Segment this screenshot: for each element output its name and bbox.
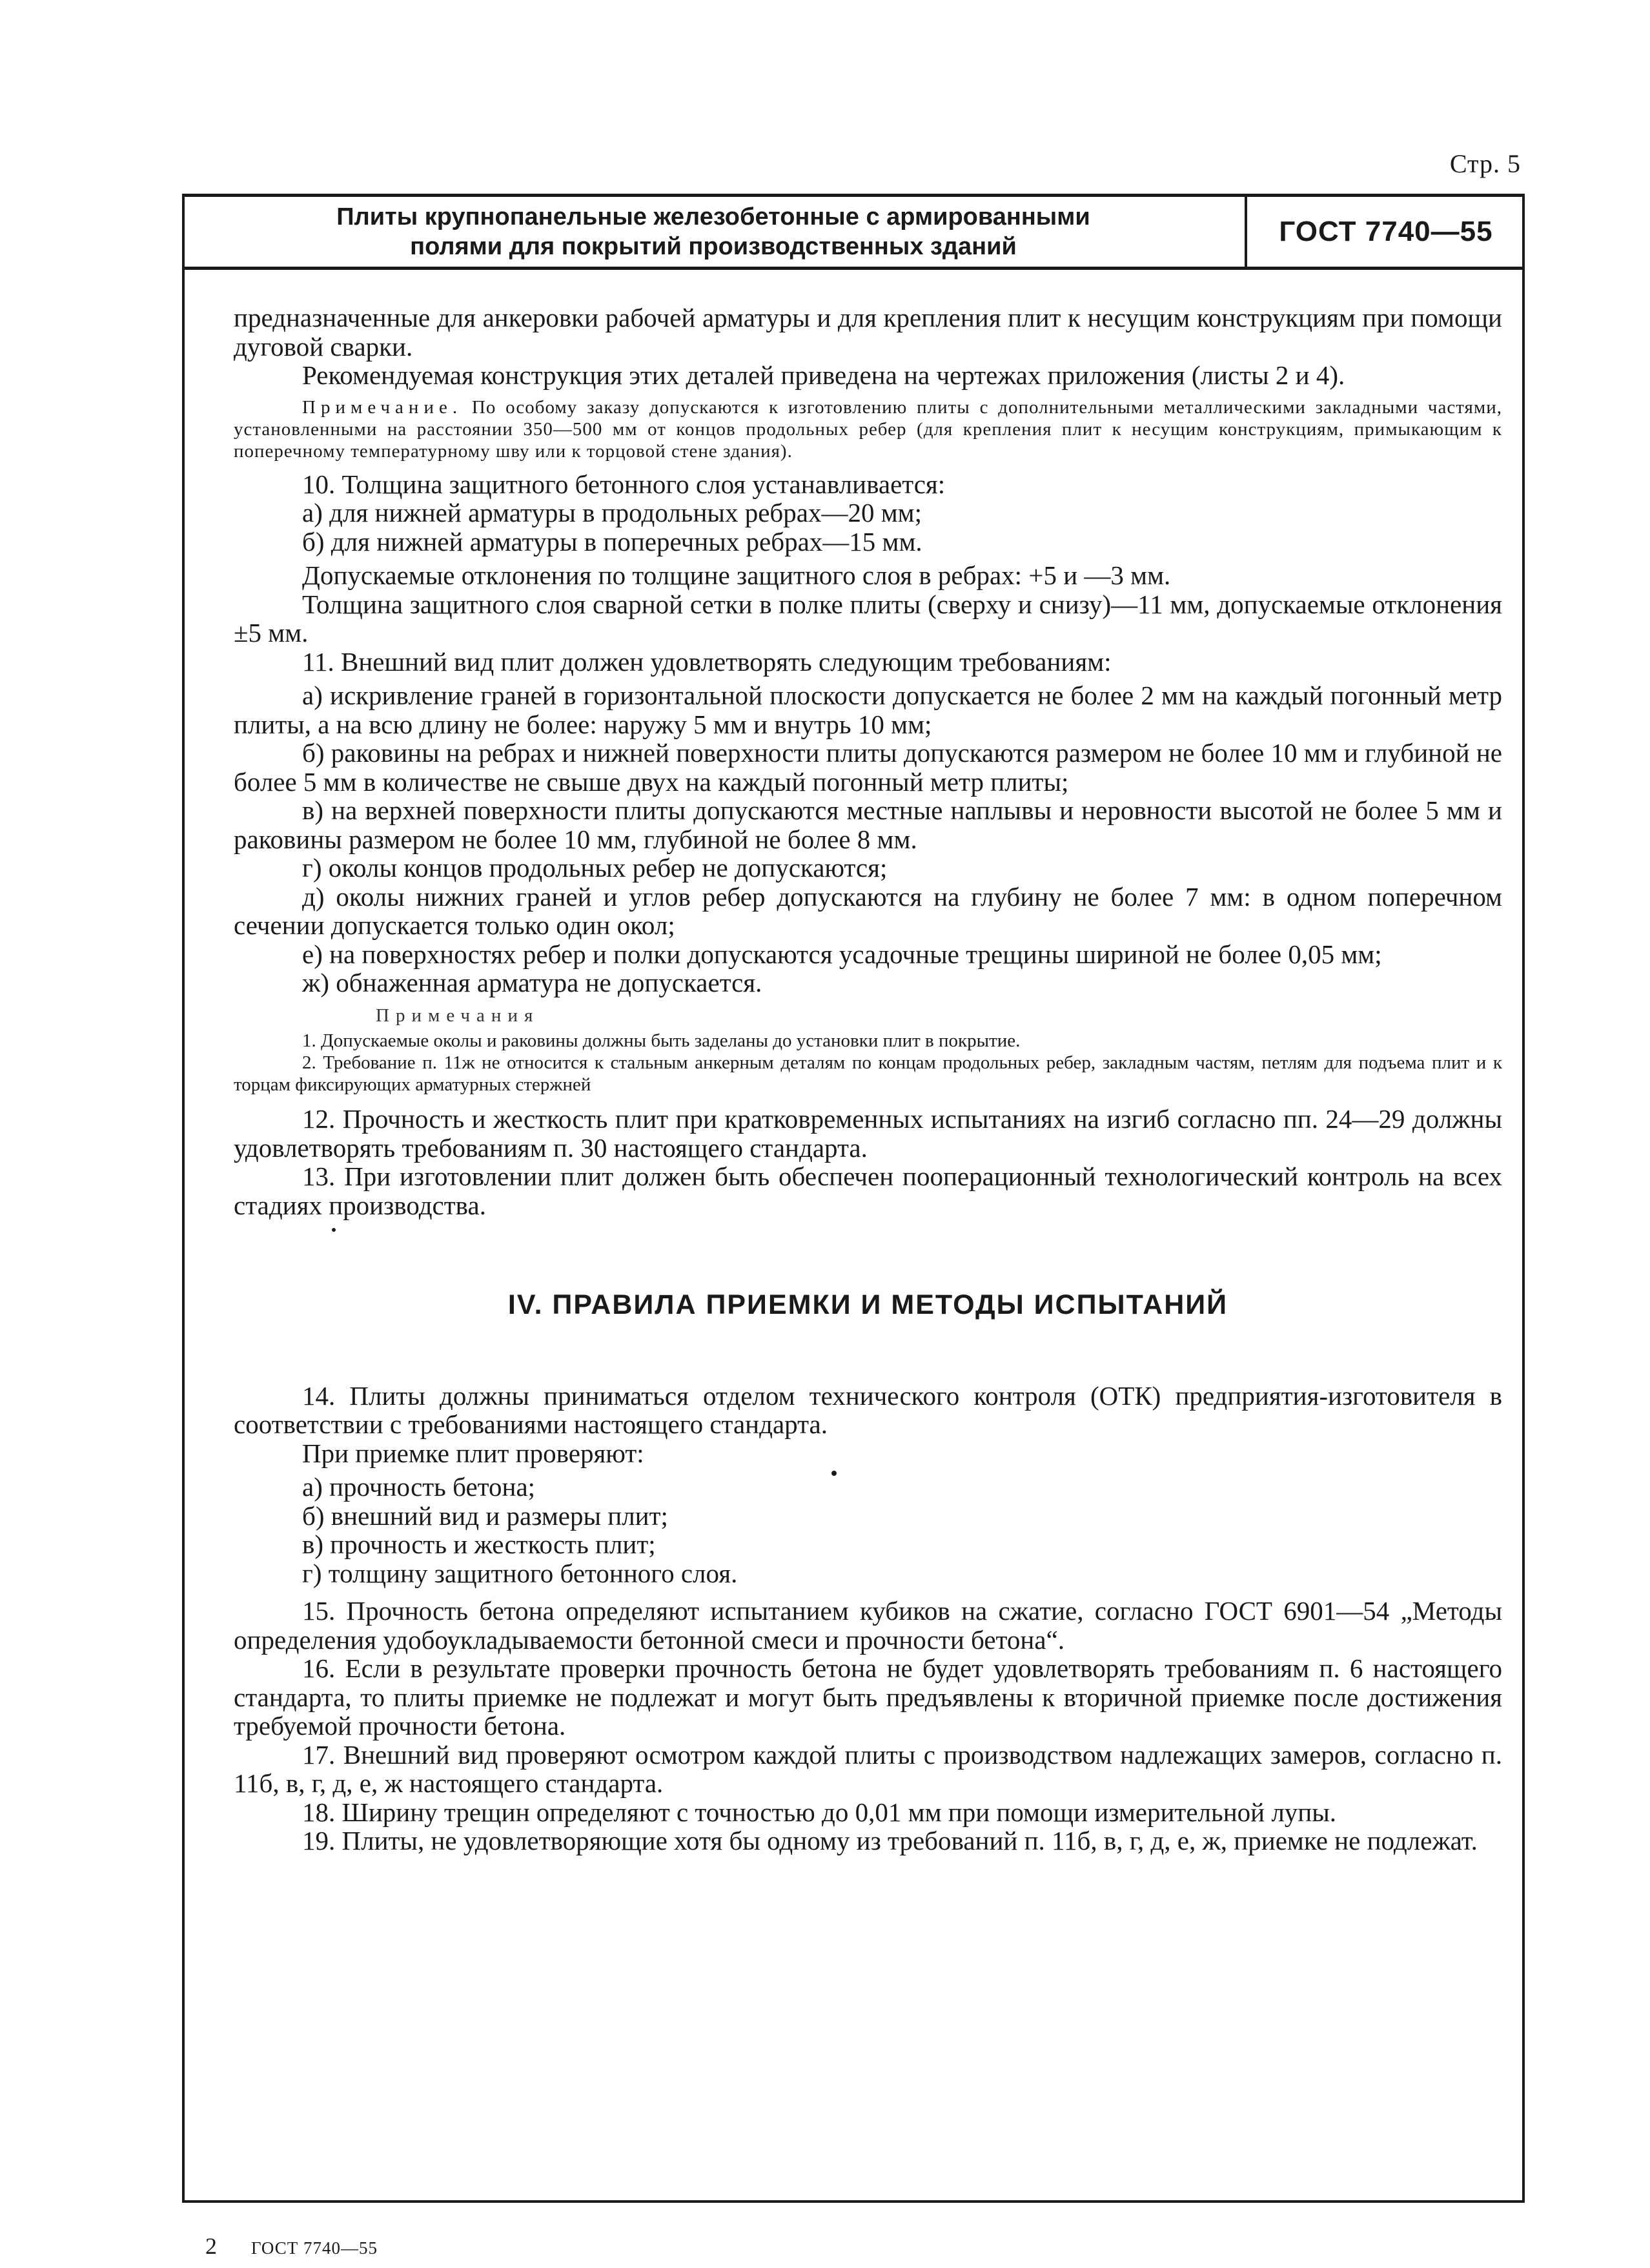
clause-11-a: а) искривление граней в горизонтальной плоскости допускается не более 2 мм на каждый погонный метр плиты, а на всю длину не более: наружу 5 мм и внутрь 10 мм; xyxy=(234,680,1502,739)
header-title xyxy=(182,197,1247,267)
clause-11-d: г) околы концов продольных ребер не допускаются; xyxy=(302,853,888,883)
paragraph: Рекомендуемая конструкция этих деталей приведена на чертежах приложения (листы 2 и 4). xyxy=(302,360,1345,390)
clause-19: 19. Плиты, не удовлетворяющие хотя бы одному из требований п. 11б, в, г, д, е, ж, приемке не подлежат. xyxy=(302,1826,1478,1855)
clause-10-tolerance: Допускаемые отклонения по толщине защитного слоя в ребрах: +5 и —3 мм. xyxy=(302,560,1171,590)
note xyxy=(234,396,1502,462)
document-header xyxy=(182,194,1525,270)
clause-10: 10. Толщина защитного бетонного слоя устанавливается: xyxy=(302,469,946,499)
document-body xyxy=(234,303,1502,1855)
paragraph-continuation: предназначенные для анкеровки рабочей арматуры и для крепления плит к несущим конструкциям при помощи дуговой сварки. xyxy=(234,303,1502,362)
clause-14-c: в) прочность и жесткость плит; xyxy=(302,1529,656,1559)
note-item-2: 2. Требование п. 11ж не относится к стальным анкерным деталям по концам продольных ребер, закладным частям, петлям для подъема плит и к торцам фиксирующих арматурных стержней xyxy=(234,1052,1502,1095)
clause-11-g: ж) обнаженная арматура не допускается. xyxy=(302,968,762,997)
clause-16: 16. Если в результате проверки прочность бетона не будет удовлетворять требованиям п. 6 настоящего стандарта, то плиты приемке не подлежат и могут быть предъявлены к вторичной приемке после достижения требуемой прочности бетона. xyxy=(234,1653,1502,1741)
note-text: По особому заказу допускаются к изготовлению плиты с дополнительными металлическими закладными частями, установленными на расстоянии 350—500 мм от концов продольных ребер (для крепления плит к несущим конструкциям, примыкающим к поперечному температурному шву или к торцовой стене здания). xyxy=(234,396,1502,462)
clause-10-a: а) для нижней арматуры в продольных ребрах—20 мм; xyxy=(302,498,922,527)
page-footer xyxy=(205,2232,378,2260)
clause-10-b: б) для нижней арматуры в поперечных ребрах—15 мм. xyxy=(302,526,922,557)
clause-17: 17. Внешний вид проверяют осмотром каждой плиты с производством надлежащих замеров, согласно п. 11б, в, г, д, е, ж настоящего стандарта. xyxy=(234,1739,1502,1798)
scan-speck xyxy=(831,1471,837,1476)
clause-11-e: д) околы нижних граней и углов ребер допускаются на глубину не более 7 мм: в одном поперечном сечении допускается только один окол; xyxy=(234,881,1502,940)
clause-14-b: б) внешний вид и размеры плит; xyxy=(302,1500,668,1531)
clause-14-a: а) прочность бетона; xyxy=(302,1472,536,1502)
clause-13: 13. При изготовлении плит должен быть обеспечен пооперационный технологический контроль на всех стадиях производства. xyxy=(234,1161,1502,1220)
clause-11-c: в) на верхней поверхности плиты допускаются местные наплывы и неровности высотой не более 5 мм и раковины размером не более 10 мм, глубиной не более 8 мм. xyxy=(234,795,1502,854)
clause-11-b: б) раковины на ребрах и нижней поверхности плиты допускаются размером не более 10 мм и глубиной не более 5 мм в количестве не свыше двух на каждый погонный метр плиты; xyxy=(234,738,1502,797)
clause-15: 15. Прочность бетона определяют испытанием кубиков на сжатие, согласно ГОСТ 6901—54 „Методы определения удобоукладываемости бетонной смеси и прочности бетона“. xyxy=(234,1596,1502,1655)
clause-14-intro: При приемке плит проверяют: xyxy=(302,1438,644,1468)
note-item-1: 1. Допускаемые околы и раковины должны быть заделаны до установки плит в покрытие. xyxy=(302,1030,1021,1051)
clause-18: 18. Ширину трещин определяют с точностью до 0,01 мм при помощи измерительной лупы. xyxy=(302,1797,1337,1827)
header-title-line2: полями для покрытий производственных зданий xyxy=(410,233,1017,260)
note-label: Примечание. xyxy=(302,396,463,418)
clause-11: 11. Внешний вид плит должен удовлетворять следующим требованиям: xyxy=(302,646,1112,677)
clause-14: 14. Плиты должны приниматься отделом технического контроля (ОТК) предприятия-изготовителя в соответствии с требованиями настоящего стандарта. xyxy=(234,1380,1502,1439)
page-label: Стр. 5 xyxy=(1449,149,1521,178)
notes-header: Примечания xyxy=(376,1005,540,1026)
header-standard-code: ГОСТ 7740—55 xyxy=(1279,216,1493,247)
clause-14-d: г) толщину защитного бетонного слоя. xyxy=(302,1558,738,1588)
section-heading: IV. ПРАВИЛА ПРИЕМКИ И МЕТОДЫ ИСПЫТАНИЙ xyxy=(507,1289,1228,1320)
footer-page-number: 2 xyxy=(205,2233,217,2259)
scan-speck xyxy=(332,1228,336,1232)
clause-12: 12. Прочность и жесткость плит при кратковременных испытаниях на изгиб согласно пп. 24—29 должны удовлетворять требованиям п. 30 настоящего стандарта. xyxy=(234,1104,1502,1163)
clause-11-f: е) на поверхностях ребер и полки допускаются усадочные трещины шириной не более 0,05 мм; xyxy=(302,939,1382,969)
header-title-line1: Плиты крупнопанельные железобетонные с армированными xyxy=(336,203,1090,230)
clause-10-mesh: Толщина защитного слоя сварной сетки в полке плиты (сверху и снизу)—11 мм, допускаемые отклонения ±5 мм. xyxy=(234,589,1502,648)
footer-standard-code: ГОСТ 7740—55 xyxy=(251,2238,378,2258)
